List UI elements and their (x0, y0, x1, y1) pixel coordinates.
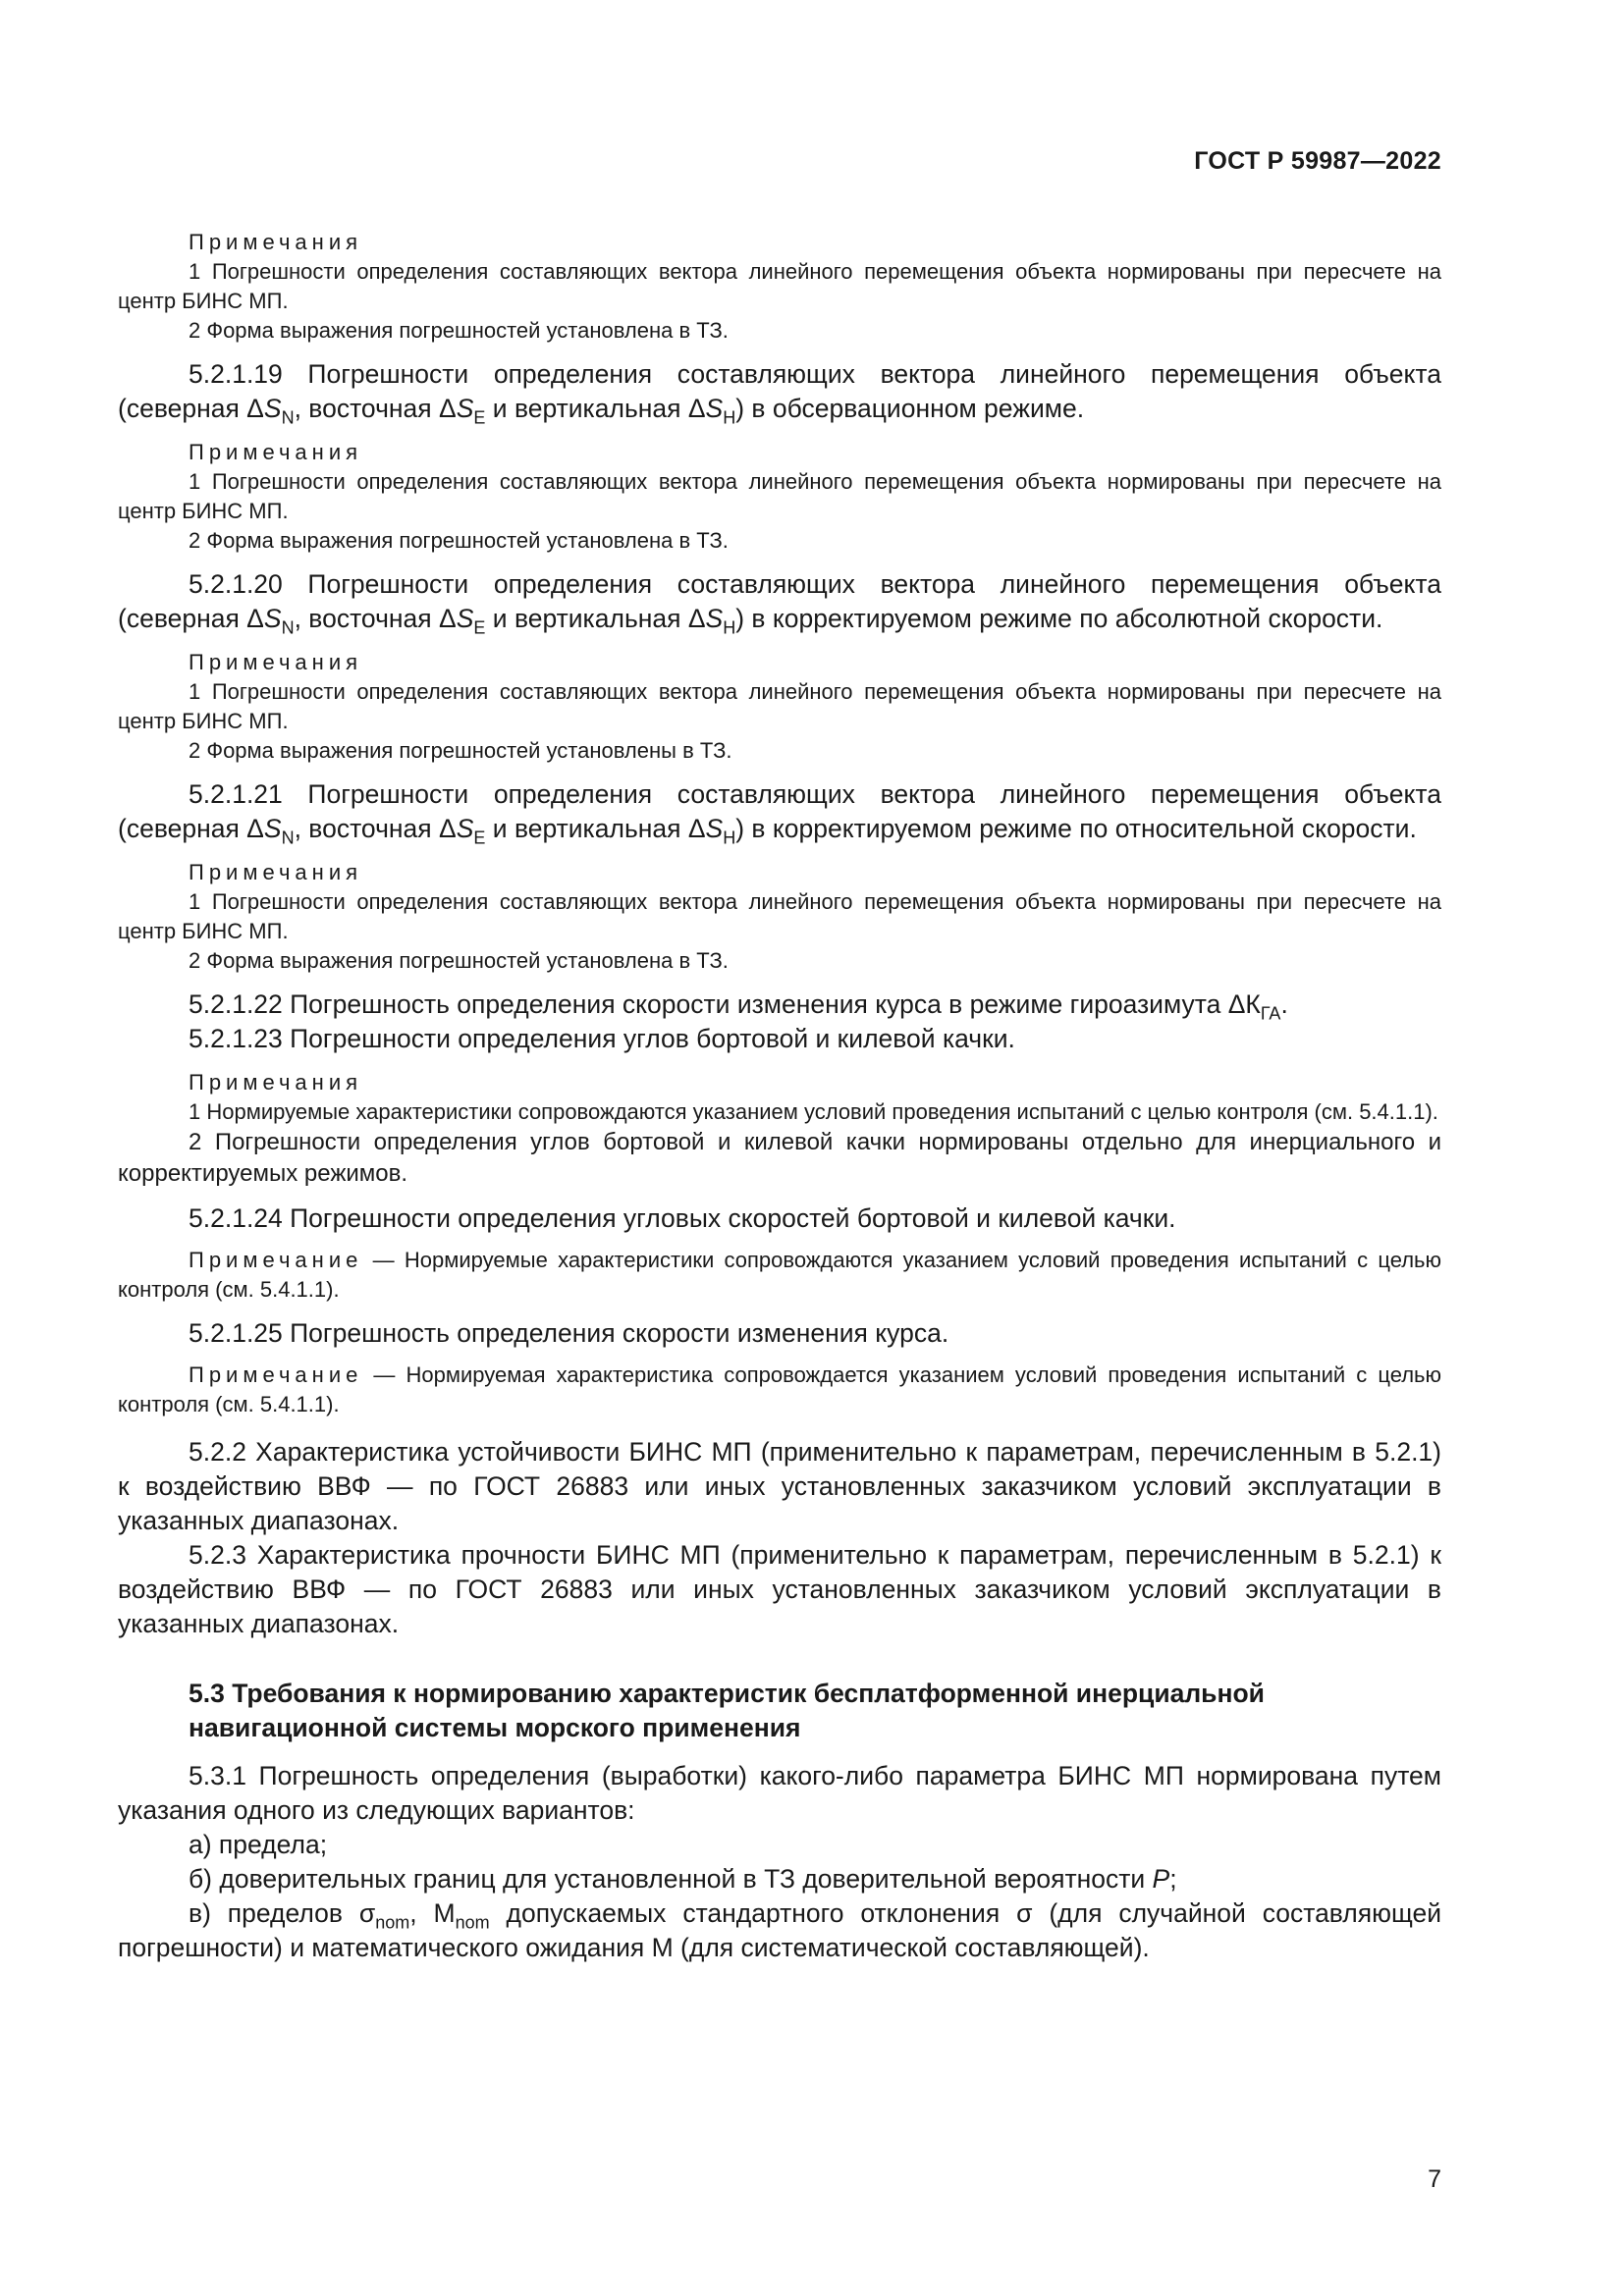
note-1: 1 Погрешности определения составляющих вектора линейного перемещения объекта нормированы при пересчете на центр БИНС МП. (118, 469, 1441, 523)
note-2: 2 Форма выражения погрешностей установлена в ТЗ. (189, 318, 729, 343)
note-1: 1 Погрешности определения составляющих вектора линейного перемещения объекта нормированы при пересчете на центр БИНС МП. (118, 889, 1441, 943)
clause-5-2-3: 5.2.3 Характеристика прочности БИНС МП (применительно к параметрам, перечисленным в 5.2.1) к воздействию ВВФ — по ГОСТ 26883 или иных установленных заказчиком условий эксплуатации в указанных диапазонах. (118, 1540, 1441, 1638)
notes-heading: Примечания (189, 230, 363, 254)
clause-5-2-1-23: 5.2.1.23 Погрешности определения углов бортовой и килевой качки. (189, 1024, 1015, 1053)
note-2: 2 Форма выражения погрешностей установлены в ТЗ. (189, 738, 732, 763)
note-2: 2 Форма выражения погрешностей установлена в ТЗ. (189, 528, 729, 553)
notes-heading: Примечания (189, 860, 363, 884)
notes-heading: Примечания (189, 440, 363, 464)
note-1: 1 Погрешности определения составляющих вектора линейного перемещения объекта нормированы при пересчете на центр БИНС МП. (118, 679, 1441, 733)
clause-5-2-1-21: 5.2.1.21 Погрешности определения составляющих вектора линейного перемещения объекта (северная $\Delta S_N$, восточная $\Delta S_E$ и вертикальная $\Delta S_H$) в корректируемом режиме по относительной скорости. (118, 779, 1441, 848)
notes-heading: Примечания (189, 1070, 363, 1095)
clause-5-2-2: 5.2.2 Характеристика устойчивости БИНС МП (применительно к параметрам, перечисленным в 5.2.1) к воздействию ВВФ — по ГОСТ 26883 или иных установленных заказчиком условий эксплуатации в указанных диапазонах. (118, 1437, 1441, 1535)
single-note: Примечание — Нормируемая характеристика сопровождается указанием условий проведения испытаний с целью контроля (см. 5.4.1.1). (118, 1362, 1441, 1416)
note-1: 1 Нормируемые характеристики сопровождаются указанием условий проведения испытаний с целью контроля (см. 5.4.1.1). (189, 1099, 1438, 1124)
clause-5-2-1-19: 5.2.1.19 Погрешности определения составляющих вектора линейного перемещения объекта (северная $\Delta S_N$, восточная $\Delta S_E$ и вертикальная $\Delta S_H$) в обсервационном режиме. (118, 359, 1441, 428)
clause-5-3-1: 5.3.1 Погрешность определения (выработки) какого-либо параметра БИНС МП нормирована путем указания одного из следующих вариантов: (118, 1761, 1441, 1825)
clause-5-2-1-25: 5.2.1.25 Погрешность определения скорости изменения курса. (189, 1318, 949, 1348)
single-note: Примечание — Нормируемые характеристики сопровождаются указанием условий проведения испытаний с целью контроля (см. 5.4.1.1). (118, 1248, 1441, 1302)
page-number: 7 (1428, 2165, 1441, 2193)
clause-5-2-1-24: 5.2.1.24 Погрешности определения угловых скоростей бортовой и килевой качки. (189, 1203, 1176, 1233)
document-id-header: ГОСТ Р 59987—2022 (1194, 147, 1441, 175)
notes-heading: Примечания (189, 650, 363, 674)
clause-5-2-1-22: 5.2.1.22 Погрешность определения скорости изменения курса в режиме гироазимута $\Delta К_{ГА}$. (189, 989, 1288, 1024)
list-item-b: б) доверительных границ для установленной в ТЗ доверительной вероятности P; (189, 1864, 1177, 1894)
note-2: 2 Форма выражения погрешностей установлена в ТЗ. (189, 948, 729, 973)
page-body (118, 228, 1441, 1965)
note-2: 2 Погрешности определения углов бортовой и килевой качки нормированы отдельно для инерциального и корректируемых режимов. (118, 1129, 1441, 1187)
clause-5-2-1-20: 5.2.1.20 Погрешности определения составляющих вектора линейного перемещения объекта (северная $\Delta S_N$, восточная $\Delta S_E$ и вертикальная $\Delta S_H$) в корректируемом режиме по абсолютной скорости. (118, 569, 1441, 638)
list-item-a: а) предела; (189, 1830, 328, 1859)
section-heading-5-3: 5.3 Требования к нормированию характеристик бесплатформенной инерциальной навигационной системы морского применения (189, 1679, 1265, 1742)
list-item-c: в) пределов $\sigma_{nom}$, $M_{nom}$ допускаемых стандартного отклонения σ (для случайной составляющей погрешности) и математического ожидания М (для систематической составляющей). (118, 1898, 1442, 1962)
note-1: 1 Погрешности определения составляющих вектора линейного перемещения объекта нормированы при пересчете на центр БИНС МП. (118, 259, 1441, 313)
